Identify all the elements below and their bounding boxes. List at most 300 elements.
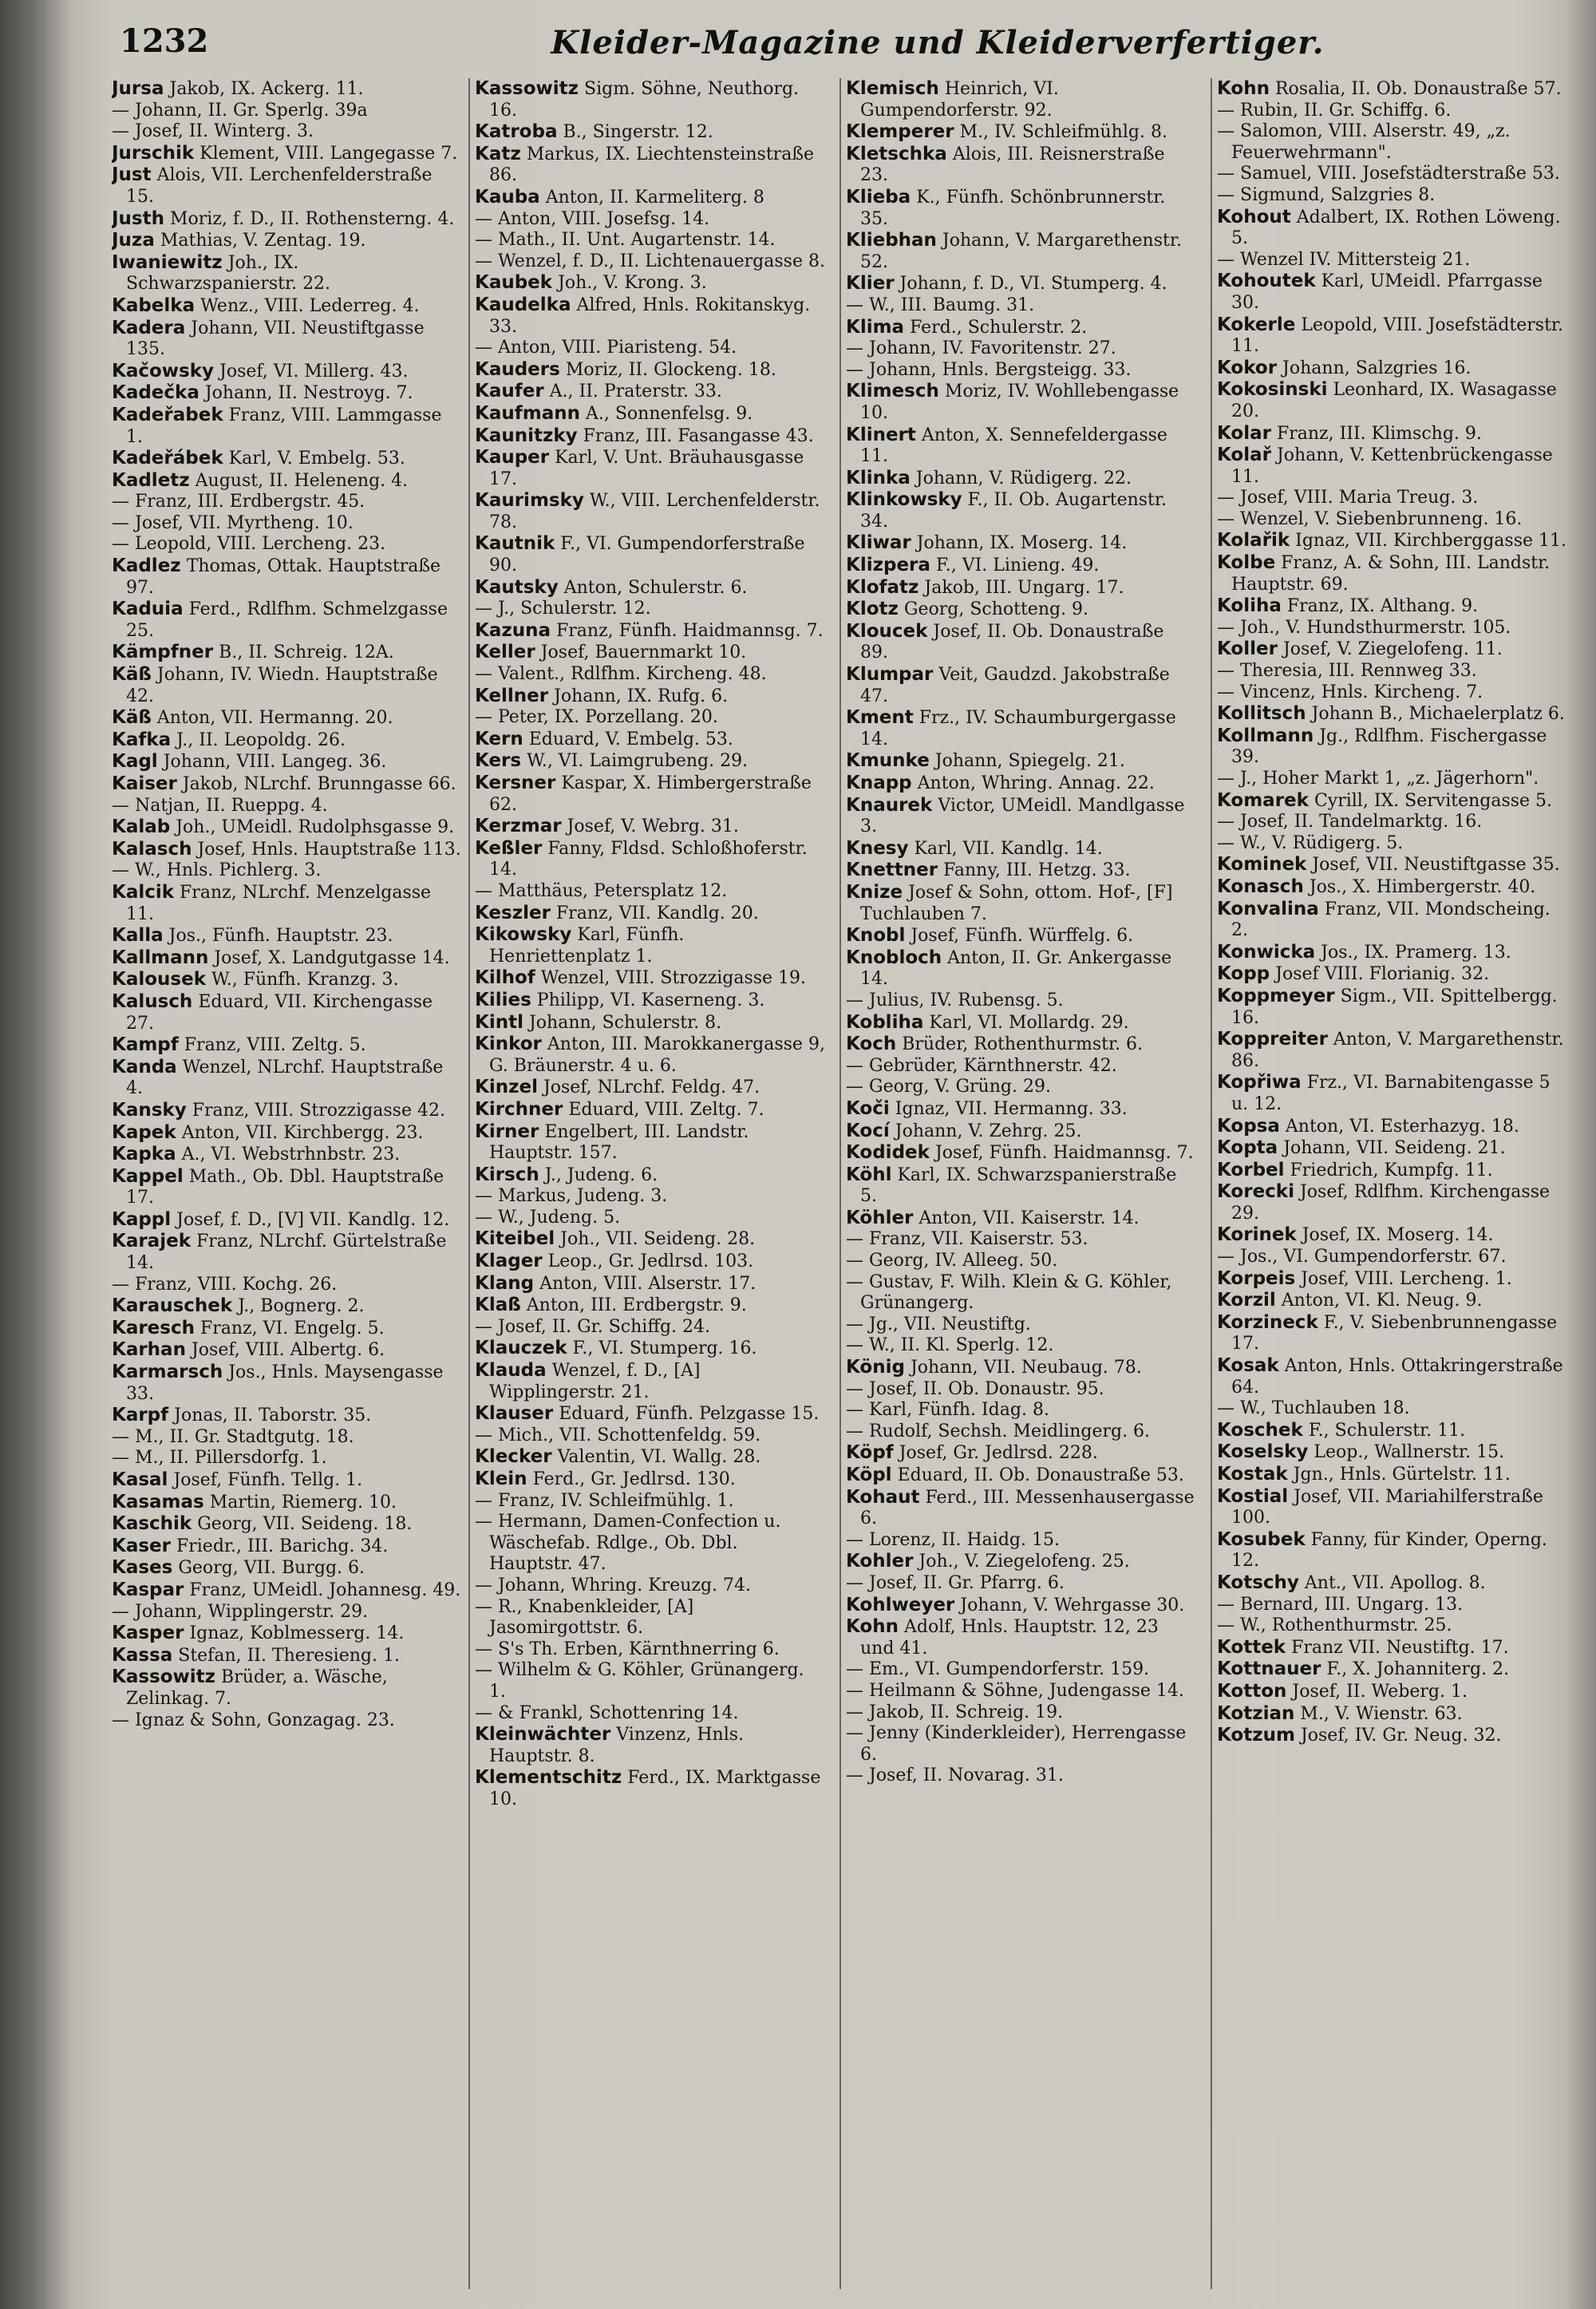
entry-details: Anton, VII. Kirchbergg. 23. [181,1122,424,1143]
directory-entry [112,1100,463,1122]
entry-surname: Katroba [475,121,558,143]
entry-details: Ferd., Rdlfhm. Schmelzgasse 25. [126,599,448,641]
directory-entry [475,144,826,187]
entry-surname: Kers [475,750,522,772]
directory-entry [112,382,463,405]
entry-details: Anton, Schulerstr. 6. [563,577,748,598]
entry-surname: Klemperer [846,121,954,143]
entry-surname: Korzineck [1217,1311,1318,1333]
entry-details: Georg, VII. Burgg. 6. [178,1558,365,1579]
entry-surname: Kappel [112,1165,184,1187]
entry-details: Jos., Fünfh. Hauptstr. 23. [168,926,393,947]
directory-entry [475,686,826,708]
directory-entry [475,1317,826,1338]
entry-details: — R., Knabenkleider, [A] Jasomirgottstr. 6. [475,1596,694,1639]
entry-details: Sigm. Söhne, Neuthorg. 16. [489,79,800,121]
directory-entry [1217,1486,1568,1529]
entry-details: — J., Schulerstr. 12. [475,599,651,619]
entry-surname: Kloucek [846,620,928,642]
entry-surname: Kobliha [846,1011,924,1033]
directory-entry [475,1012,826,1034]
entry-details: — Johann, II. Gr. Sperlg. 39a [112,100,368,121]
directory-entry [1217,1116,1568,1138]
directory-entry [112,143,463,165]
directory-entry [475,1512,826,1576]
entry-details: — Josef, II. Ob. Donaustr. 95. [846,1378,1104,1399]
entry-details: Josef, VIII. Albertg. 6. [191,1340,385,1361]
directory-entry [1217,488,1568,509]
directory-entry [112,1034,463,1057]
directory-entry [1217,682,1568,704]
directory-entry [1217,1637,1568,1659]
directory-entry [846,1616,1197,1659]
entry-details: — Samuel, VIII. Josefstädterstraße 53. [1217,164,1560,184]
entry-surname: Klizpera [846,555,930,576]
directory-entry [1217,703,1568,726]
entry-details: J., II. Leopoldg. 26. [176,729,346,750]
directory-entry [846,1723,1197,1765]
entry-surname: Kadera [112,317,186,338]
entry-surname: Kasal [112,1469,168,1490]
directory-entry [846,381,1197,424]
entry-details: August, II. Helenеng. 4. [195,470,409,491]
entry-details: W., VI. Laimgrubeng. 29. [527,751,749,772]
entry-details: Jos., IX. Pramerg. 13. [1321,942,1511,963]
entry-surname: Kosak [1217,1355,1279,1377]
entry-surname: Kokosinski [1217,379,1328,401]
directory-entry [1217,1464,1568,1486]
directory-entry [112,101,463,122]
directory-entry [846,425,1197,468]
entry-details: Wenz., VIII. Lederreg. 4. [200,295,420,316]
entry-surname: Kaunitzky [475,425,578,446]
entry-details: Frz., VI. Barnabitengasse 5 u. 12. [1231,1073,1551,1114]
entry-details: Anton, II. Gr. Ankergasse 14. [860,947,1172,990]
entry-details: J., Bognerg. 2. [238,1296,365,1317]
directory-entry [1217,876,1568,899]
directory-entry [1217,1659,1568,1681]
entry-details: Anton, II. Karmeliterg. 8 [545,187,764,208]
column-4 [1217,78,1568,2289]
entry-surname: Kalla [112,925,164,947]
entry-surname: Kollitsch [1217,703,1306,725]
entry-details: Anton, VI. Kl. Neug. 9. [1281,1291,1483,1311]
entry-details: — Josef, II. Novarag. 31. [846,1765,1064,1786]
directory-entry [846,1551,1197,1573]
entry-details: Victor, UMeidl. Mandlgasse 3. [860,795,1185,837]
directory-entry [112,1513,463,1536]
entry-details: Ignaz, VII. Hermanng. 33. [895,1098,1128,1119]
entry-details: Alois, III. Reisnerstraße 23. [860,144,1165,186]
entry-details: A., Sonnenfelsg. 9. [585,403,753,424]
directory-entry [1217,1137,1568,1160]
directory-entry [846,882,1197,925]
entry-details: Joh., UMeidl. Rudolphsgasse 9. [176,817,455,838]
directory-entry [1217,854,1568,876]
directory-entry [475,1491,826,1512]
directory-entry [475,729,826,751]
directory-entry [1217,790,1568,812]
entry-surname: Klementschitz [475,1767,622,1789]
entry-details: — Em., VI. Gumpendorferstr. 159. [846,1659,1150,1680]
directory-entry [1217,1181,1568,1224]
entry-details: — W., Rothenthurmstr. 25. [1217,1615,1452,1636]
entry-details: Franz, Fünfh. Haidmannsg. 7. [556,620,824,641]
entry-details: — Josef, II. Gr. Schiffg. 24. [475,1316,711,1337]
directory-entry [475,78,826,121]
column-rule [839,78,841,2289]
directory-entry [475,990,826,1012]
directory-entry [112,1362,463,1405]
directory-entry [846,1229,1197,1251]
entry-surname: Koselsky [1217,1441,1309,1463]
directory-entry [112,1339,463,1362]
entry-details: Kaspar, X. Himbergerstraße 62. [489,773,812,815]
directory-entry [112,1427,463,1449]
entry-details: Josef, VII. Mariahilferstraße 100. [1231,1486,1543,1528]
entry-surname: Korzil [1217,1290,1276,1311]
entry-surname: Koppmeyer [1217,985,1335,1006]
entry-details: Franz, III. Fasangasse 43. [583,425,814,446]
directory-entry [1217,358,1568,380]
directory-entry [846,121,1197,144]
directory-entry [1217,423,1568,445]
entry-surname: Kadletz [112,469,190,491]
entry-details: — W., Judeng. 5. [475,1207,621,1228]
entry-surname: Klinkowsky [846,489,962,511]
directory-entry [112,1275,463,1296]
directory-entry [1217,1355,1568,1398]
entry-surname: Kohout [1217,206,1291,227]
entry-surname: Klang [475,1272,535,1294]
directory-entry [846,1400,1197,1421]
entry-surname: Klemisch [846,78,939,99]
entry-surname: Kalousek [112,969,206,990]
entry-details: — Hermann, Damen-Confection u. Wäschefab. Rdlge., Ob. Dbl. Hauptstr. 47. [475,1512,781,1575]
directory-entry [475,251,826,273]
entry-surname: Klein [475,1469,527,1489]
entry-details: Vinzenz, Hnls. Hauptstr. 8. [489,1725,745,1766]
directory-entry [112,1623,463,1645]
entry-details: Josef, X. Landgutgasse 14. [214,947,450,968]
entry-details: — & Frankl, Schottenring 14. [475,1702,739,1723]
entry-details: Johann, f. D., VI. Stumperg. 4. [899,274,1167,295]
directory-entry [1217,207,1568,250]
entry-surname: Kadlez [112,556,181,577]
entry-details: Josef, VII. Neustiftgasse 35. [1312,855,1560,876]
column-rule [468,78,470,2289]
entry-details: Anton, V. Margarethenstr. 86. [1231,1030,1564,1071]
entry-details: — Math., II. Unt. Augartenstr. 14. [475,230,776,251]
entry-details: Johann, Salzgries 16. [1282,358,1472,378]
entry-details: Franz, VII. Kandlg. 20. [555,903,759,923]
directory-entry [846,860,1197,882]
directory-entry [475,773,826,816]
directory-entry [112,925,463,947]
entry-details: — Rubin, II. Gr. Schiffg. 6. [1217,100,1452,121]
directory-entry [846,1121,1197,1143]
entry-details: — W., II. Kl. Sperlg. 12. [846,1335,1054,1356]
directory-entry [112,1405,463,1427]
directory-entry [846,621,1197,664]
entry-details: — Jenny (Kinderkleider), Herrengasse 6. [846,1723,1187,1765]
directory-entry [846,1357,1197,1379]
directory-entry [112,707,463,729]
directory-entry [1217,1681,1568,1703]
entry-surname: Kletschka [846,143,947,164]
directory-entry [1217,121,1568,164]
directory-entry [846,1034,1197,1056]
entry-surname: Kautsky [475,576,559,598]
directory-entry [846,1142,1197,1164]
entry-surname: Kopsa [1217,1115,1280,1137]
directory-entry [475,1724,826,1767]
entry-surname: Kaurimsky [475,490,584,512]
entry-surname: Koliha [1217,595,1282,617]
entry-details: — W., V. Rüdigerg. 5. [1217,832,1404,853]
directory-entry [112,1318,463,1340]
entry-details: Klement, VIII. Langegasse 7. [200,143,458,164]
entry-details: — Anton, VIII. Josefsg. 14. [475,208,710,229]
entry-details: Josef, Fünfh. Haidmannsg. 7. [934,1143,1194,1164]
directory-entry [112,839,463,861]
entry-surname: Klofatz [846,576,919,598]
directory-entry [475,338,826,359]
entry-details: — Johann, Wipplingerstr. 29. [112,1601,369,1622]
directory-entry [112,1448,463,1469]
entry-surname: Klauda [475,1360,547,1382]
entry-details: — Johann, Hnls. Bergsteigg. 33. [846,359,1132,380]
directory-entry [112,1492,463,1514]
entry-details: Johann, VIII. Langeg. 36. [163,752,387,773]
directory-entry [475,381,826,403]
directory-entry [846,1335,1197,1357]
entry-details: J., Judeng. 6. [544,1164,658,1185]
entry-surname: Kassa [112,1644,173,1666]
entry-surname: Juza [112,230,155,251]
directory-entry [846,1315,1197,1336]
entry-surname: Kohaut [846,1486,920,1508]
entry-surname: Kohn [1217,78,1270,99]
entry-surname: Kaspar [112,1579,184,1600]
entry-details: Josef, Rdlfhm. Kirchengasse 29. [1231,1182,1551,1224]
entry-details: Markus, IX. Liechtensteinstraße 86. [489,144,815,186]
directory-entry [846,838,1197,860]
column-1 [112,78,463,2289]
directory-entry [1217,1572,1568,1595]
entry-details: Johann, V. Wehrgasse 30. [960,1595,1185,1615]
entry-details: — Mich., VII. Schottenfeldg. 59. [475,1425,761,1445]
directory-entry [1217,1420,1568,1442]
directory-entry [112,773,463,796]
entry-details: Josef, f. D., [V] VII. Kandlg. 12. [176,1209,450,1230]
directory-entry [846,773,1197,795]
entry-details: Joh., IX. Schwarzspanierstr. 22. [126,252,331,295]
directory-entry [846,1442,1197,1465]
entry-details: F., II. Ob. Augartenstr. 34. [860,490,1167,532]
entry-details: — W., III. Baumg. 31. [846,295,1035,315]
directory-entry [846,1465,1197,1487]
directory-entry [475,533,826,576]
directory-entry [1217,1398,1568,1420]
entry-details: Moriz, IV. Wohllebengasse 10. [860,382,1179,423]
directory-entry [1217,1029,1568,1072]
directory-entry [112,1602,463,1623]
directory-entry [1217,1072,1568,1115]
directory-entry [475,1228,826,1251]
directory-entry [1217,812,1568,833]
entry-surname: Kohler [846,1551,914,1572]
entry-details: Johann, V. Margarethenstr. 52. [860,231,1182,272]
entry-details: — Josef, II. Tandelmarktg. 16. [1217,812,1483,832]
entry-details: — Karl, Fünfh. Idag. 8. [846,1400,1049,1421]
entry-details: Anton, Hnls. Ottakringerstraße 64. [1231,1356,1563,1398]
entry-surname: Kokerle [1217,314,1296,335]
directory-entry [112,470,463,492]
entry-details: — Markus, Judeng. 3. [475,1186,668,1207]
entry-surname: Klauser [475,1403,554,1425]
directory-entry [1217,618,1568,639]
directory-entry [475,750,826,773]
entry-details: — Wenzel, f. D., II. Lichtenauergasse 8. [475,251,825,271]
entry-details: Josef, VI. Millerg. 43. [219,361,409,382]
directory-entry [112,1209,463,1232]
entry-details: Josef, NLrchf. Feldg. 47. [543,1077,760,1098]
entry-surname: Kopřiwa [1217,1072,1302,1093]
directory-entry [475,1425,826,1447]
entry-surname: Kafka [112,729,172,750]
directory-entry [112,448,463,470]
directory-entry [112,796,463,817]
entry-details: Josef, II. Ob. Donaustraße 89. [860,621,1164,663]
entry-details: Anton, III. Erdbergstr. 9. [526,1295,747,1316]
entry-details: Wenzel, NLrchf. Hauptstraße 4. [126,1057,444,1099]
entry-surname: Klieba [846,186,911,208]
entry-surname: Klinka [846,467,911,488]
directory-entry [112,1057,463,1100]
entry-details: Alois, VII. Lerchenfelderstraße 15. [126,165,433,207]
column-rule [1211,78,1212,2289]
entry-surname: Kapek [112,1121,176,1143]
entry-surname: Kaubek [475,272,553,294]
entry-details: Sigm., VII. Spittelbergg. 16. [1231,986,1558,1028]
entry-details: Leonhard, IX. Wasagasse 20. [1231,380,1557,421]
directory-entry [112,1645,463,1667]
entry-details: — Johann, Whring. Kreuzg. 74. [475,1575,752,1595]
directory-entry [112,1295,463,1318]
entry-details: — Natjan, II. Rueppg. 4. [112,795,328,816]
directory-entry [1217,833,1568,855]
entry-details: Philipp, VI. Kaserneng. 3. [536,990,765,1010]
entry-details: Ferd., Schulerstr. 2. [910,317,1088,338]
entry-surname: Kinzel [475,1077,538,1098]
entry-details: Johann, VII. Neubaug. 78. [910,1358,1142,1378]
directory-entry [846,273,1197,295]
entry-surname: Klima [846,316,905,338]
directory-entry [112,969,463,991]
entry-details: — Rudolf, Sechsh. Meidlingerg. 6. [846,1421,1151,1441]
entry-surname: Kalab [112,816,171,838]
directory-entry [475,359,826,382]
entry-details: Eduard, II. Ob. Donaustraße 53. [897,1465,1184,1485]
entry-surname: Kocí [846,1120,890,1141]
directory-entry [475,1186,826,1208]
directory-entry [846,1251,1197,1272]
entry-surname: Kalusch [112,990,193,1012]
directory-entry [1217,379,1568,422]
directory-entry [475,1251,826,1273]
entry-details: F., X. Johanniterg. 2. [1326,1659,1510,1680]
directory-entry [475,577,826,599]
directory-entry [846,1164,1197,1208]
entry-surname: Kauders [475,358,560,380]
entry-details: — Peter, IX. Porzellang. 20. [475,707,718,728]
entry-surname: Kolar [1217,422,1271,444]
entry-details: Friedr., III. Barichg. 34. [176,1536,389,1556]
entry-surname: Karhan [112,1339,186,1361]
entry-surname: Karajek [112,1231,191,1252]
directory-entry [112,1122,463,1145]
entry-details: Franz, UMeidl. Johannesg. 49. [189,1580,461,1600]
entry-details: — Gebrüder, Kärnthnerstr. 42. [846,1055,1117,1076]
entry-surname: Kadečka [112,382,200,404]
entry-surname: Kohn [846,1616,899,1638]
directory-entry [846,532,1197,555]
entry-details: Franz, VIII. Zeltg. 5. [184,1035,366,1056]
directory-entry [1217,1247,1568,1268]
entry-details: Leop., Wallnerstr. 15. [1314,1442,1505,1463]
entry-surname: Kosubek [1217,1528,1306,1550]
directory-entry [475,1338,826,1360]
entry-surname: Kolbe [1217,552,1276,574]
directory-entry [1217,185,1568,207]
entry-surname: Kazuna [475,619,551,641]
directory-entry [475,707,826,729]
entry-details: — Franz, VIII. Kochg. 26. [112,1274,338,1295]
entry-surname: Köpf [846,1442,894,1464]
running-title: Kleider-Magazine und Kleiderverfertiger. [551,24,1325,61]
entry-details: Franz, IX. Althang. 9. [1286,596,1479,617]
directory-entry [846,1659,1197,1681]
entry-surname: Klinert [846,424,916,445]
entry-surname: Konasch [1217,876,1304,897]
entry-surname: Kappl [112,1208,172,1230]
directory-entry [1217,250,1568,271]
entry-surname: Karpf [112,1405,169,1426]
entry-details: — Franz, IV. Schleifmühlg. 1. [475,1490,734,1511]
directory-entry [846,1530,1197,1552]
entry-details: Brüder, a. Wäsche, Zelinkag. 7. [126,1667,388,1709]
entry-details: — Jakob, II. Schreig. 19. [846,1702,1064,1722]
entry-surname: Köhl [846,1164,892,1185]
entry-details: F., VI. Gumpendorferstraße 90. [489,534,805,576]
directory-entry [1217,1615,1568,1637]
entry-surname: Knaurek [846,794,933,816]
entry-surname: Käß [112,707,152,729]
entry-surname: Korecki [1217,1181,1294,1203]
entry-details: Heinrich, VI. Gumpendorferstr. 92. [860,79,1059,121]
entry-details: Fanny, III. Hetzg. 33. [943,860,1131,881]
directory-entry [112,252,463,295]
entry-details: K., Fünfh. Schönbrunnerstr. 35. [860,187,1166,229]
entry-details: Franz, NLrchf. Gürtelstraße 14. [126,1232,447,1274]
entry-surname: Knapp [846,773,912,793]
entry-details: Karl, UMeidl. Pfarrgasse 30. [1231,271,1543,313]
directory-entry [475,816,826,838]
directory-entry [1217,1224,1568,1247]
entry-details: Thomas, Ottak. Hauptstraße 97. [126,556,441,598]
entry-details: W., Fünfh. Kranzg. 3. [211,970,399,990]
